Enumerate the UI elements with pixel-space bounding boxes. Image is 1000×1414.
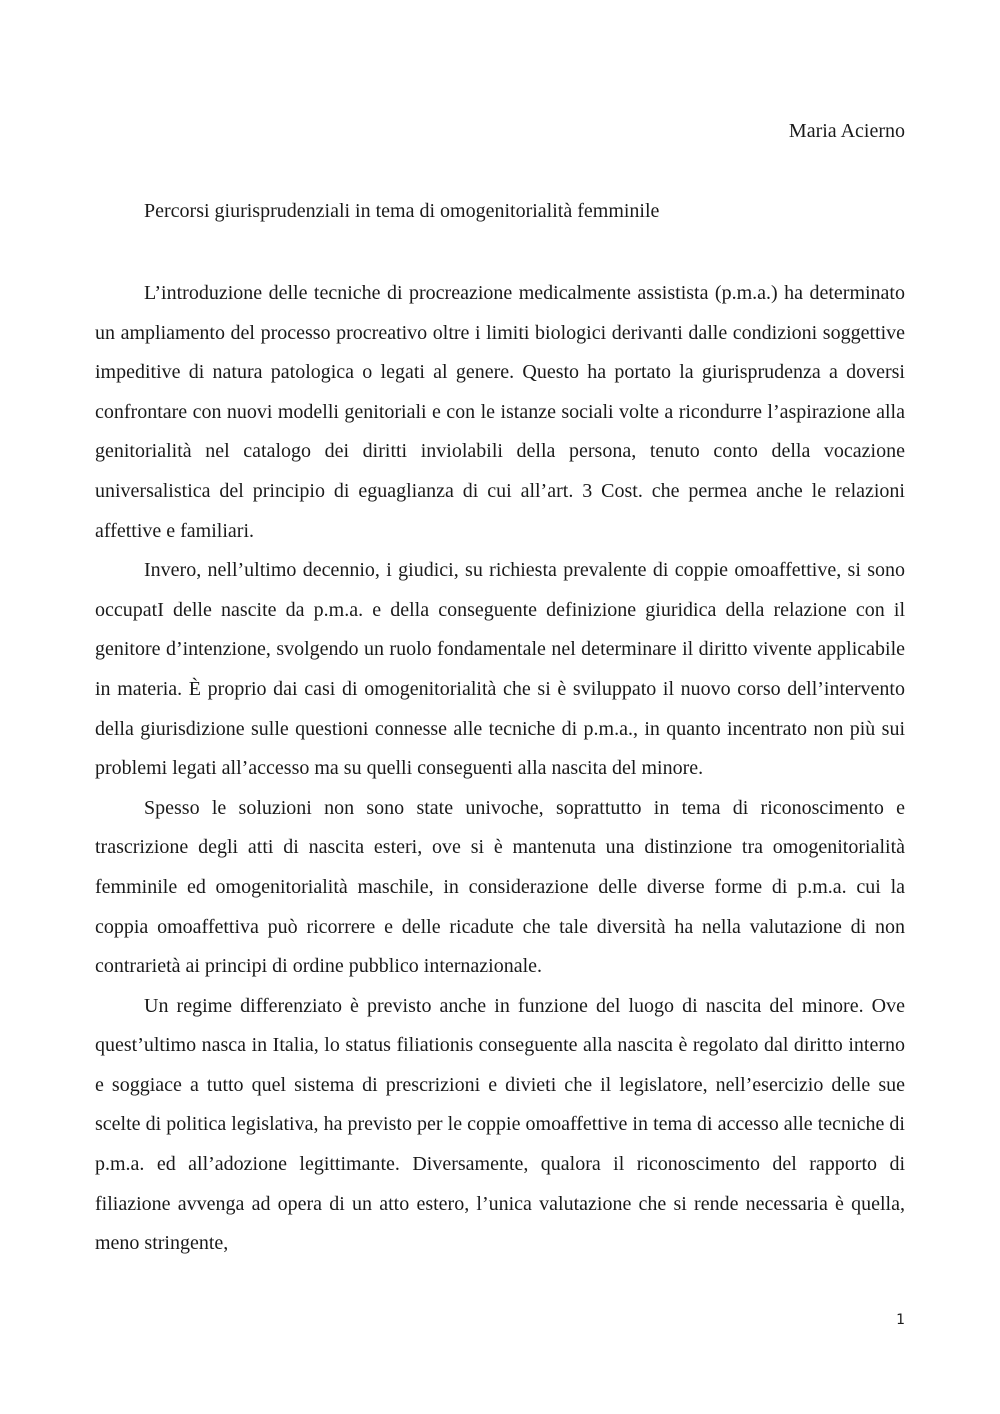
document-body (95, 274, 905, 1264)
paragraph: L’introduzione delle tecniche di procreazione medicalmente assistista (p.m.a.) ha determinato un ampliamento del processo procreativo oltre i limiti biologici derivanti dalle condizioni soggettive impeditive di natura patologica o legati al genere. Questo ha portato la giurisprudenza a doversi confrontare con nuovi modelli genitoriali e con le istanze sociali volte a ricondurre l’aspirazione alla genitorialità nel catalogo dei diritti inviolabili della persona, tenuto conto della vocazione universalistica del principio di eguaglianza di cui all’art. 3 Cost. che permea anche le relazioni affettive e familiari. (95, 282, 905, 542)
author-name: Maria Acierno (788, 120, 905, 142)
paragraph: Spesso le soluzioni non sono state univoche, soprattutto in tema di riconoscimento e trascrizione degli atti di nascita esteri, ove si è mantenuta una distinzione tra omogenitorialità femminile ed omogenitorialità maschile, in considerazione delle diverse forme di p.m.a. cui la coppia omoaffettiva può ricorrere e delle ricadute che tale diversità ha nella valutazione di non contrarietà ai principi di ordine pubblico internazionale. (95, 796, 905, 978)
document-title: Percorsi giurisprudenziali in tema di omogenitorialità femminile (144, 200, 660, 222)
paragraph: Un regime differenziato è previsto anche in funzione del luogo di nascita del minore. Ove quest’ultimo nasca in Italia, lo status filiationis conseguente alla nascita è regolato dal diritto interno e soggiace a tutto quel sistema di prescrizioni e divieti che il legislatore, nell’esercizio delle sue scelte di politica legislativa, ha previsto per le coppie omoaffettive in tema di accesso alle tecniche di p.m.a. ed all’adozione legittimante. Diversamente, qualora il riconoscimento del rapporto di filiazione avvenga ad opera di un atto estero, l’unica valutazione che si rende necessaria è quella, meno stringente, (95, 994, 905, 1255)
paragraph: Invero, nell’ultimo decennio, i giudici, su richiesta prevalente di coppie omoaffettive, si sono occupatI delle nascite da p.m.a. e della conseguente definizione giuridica della relazione con il genitore d’intenzione, svolgendo un ruolo fondamentale nel determinare il diritto vivente applicabile in materia. È proprio dai casi di omogenitorialità che si è sviluppato il nuovo corso dell’intervento della giurisdizione sulle questioni connesse alle tecniche di p.m.a., in quanto incentrato non più sui problemi legati all’accesso ma su quelli conseguenti alla nascita del minore. (95, 559, 905, 780)
page-number: 1 (896, 1312, 905, 1328)
